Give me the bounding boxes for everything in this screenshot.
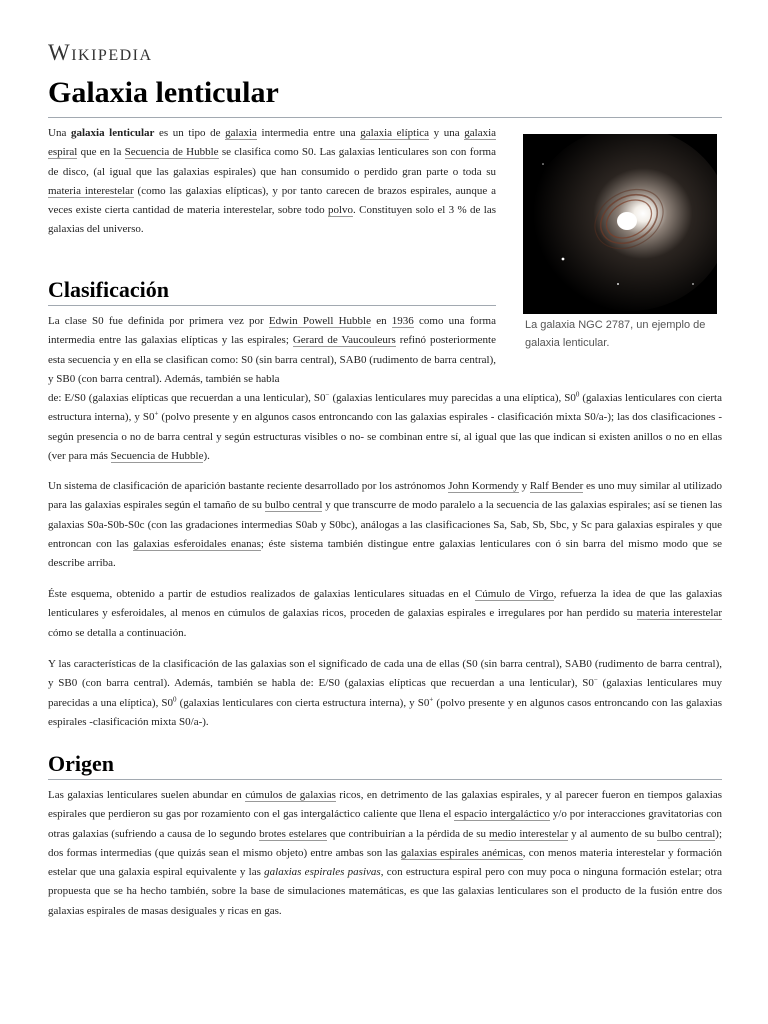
text-run: Un sistema de clasificación de aparición bastante reciente desarrollado por los astrónomos (48, 480, 449, 492)
text-run: (galaxias lenticulares muy parecidas a una elíptica), S0 (48, 677, 722, 709)
article-link[interactable]: Ralf Bender (529, 480, 584, 492)
article-link[interactable]: Edwin Powell Hubble (268, 315, 371, 327)
superscript: + (154, 409, 159, 418)
origen-paragraph-1 (48, 786, 722, 921)
text-run: y al aumento de su (568, 827, 658, 840)
article-link[interactable]: materia interestelar (636, 607, 722, 620)
section-heading-origen: Origen (48, 751, 114, 776)
text-run: es un tipo de (154, 127, 226, 139)
article-link[interactable]: bulbo central (264, 499, 323, 512)
text-run: , con estructura espiral pero con muy poca o ninguna formación estelar; otra propuesta que se ha hecho también, sobre la base de simulaciones matemáticas, es que las galaxias lenticulares son el producto de la fusión entre dos galaxias espirales de masas desiguales y ricas en gas. (48, 866, 723, 917)
text-run: (galaxias lenticulares con cierta estructura interna), y S0 (48, 392, 722, 424)
text-run: ricos, en detrimento de las galaxias espirales, y al parecer fueron en tiempos galaxias espirales que perdieron su gas por rozamiento con el gas intergaláctico caliente que llena el (48, 789, 722, 821)
text-run: , refuerza la idea de que las galaxias lenticulares y esferoidales, al menos en cúmulos de galaxias ricos, proceden de galaxias espirales e irregulares por han perdido su (48, 588, 723, 620)
clasificacion-paragraph-4 (48, 655, 722, 732)
text-run: cómo se detalla a continuación. (48, 626, 187, 639)
article-link[interactable]: galaxias espirales anémicas (400, 846, 523, 859)
text-run: de: E/S0 (galaxias elípticas que recuerdan a una lenticular), S0 (48, 392, 326, 404)
image-caption: La galaxia NGC 2787, un ejemplo de galaxia lenticular. (525, 319, 706, 349)
text-run: Una (48, 127, 71, 139)
article-link[interactable]: cúmulos de galaxias (245, 789, 336, 801)
text-run: y una (429, 127, 465, 139)
text-run: y/o por interacciones gravitatorias con otras galaxias (sufriendo a causa de lo segundo (48, 808, 723, 840)
section-rule (48, 779, 722, 780)
article-link[interactable]: galaxia espiral (48, 127, 497, 159)
superscript: 0 (173, 694, 177, 703)
section-heading-clasificacion: Clasificación (48, 277, 169, 302)
text-run: en (371, 315, 392, 327)
text-run: (galaxias lenticulares con cierta estructura interna), y S0 (176, 696, 430, 709)
text-run: La clase S0 fue definida por primera vez por (48, 315, 269, 327)
article-link[interactable]: brotes estelares (259, 827, 327, 840)
article-link[interactable]: materia interestelar (48, 184, 134, 197)
text-run: refinó posteriormente esta secuencia y en ella se clasifican como: S0 (sin barra central), SAB0 (rudimento de barra central), y SB0 (con barra central). Además, también se habla (48, 334, 496, 385)
text-run: (galaxias lenticulares muy parecidas a una elíptica), S0 (329, 392, 576, 404)
superscript: 0 (575, 390, 580, 399)
bold-term: galaxia lenticular (70, 127, 155, 139)
text-run: (como las galaxias elípticas), y por tanto carecen de brazos espirales, aunque a veces existe cierta cantidad de materia interestelar, sobre todo (48, 184, 496, 217)
article-link[interactable]: medio interestelar (488, 827, 569, 840)
article-link[interactable]: galaxias esferoidales enanas (133, 537, 261, 550)
text-run: que contribuirían a la pérdida de su (326, 827, 489, 840)
article-link[interactable]: Cúmulo de Virgo (474, 588, 554, 600)
text-run: Éste esquema, obtenido a partir de estudios realizados de galaxias lenticulares situadas en el (48, 588, 475, 600)
superscript: + (429, 694, 434, 703)
article-link[interactable]: espacio intergaláctico (454, 808, 550, 821)
text-run: como una forma intermedia entre las galaxias elípticas y las espirales; (48, 315, 496, 347)
text-run: . Constituyen solo el 3 % de las galaxias del universo. (48, 204, 496, 236)
galaxy-ngc2787-picture (523, 134, 717, 314)
title-rule (48, 117, 722, 118)
superscript: − (325, 390, 330, 399)
text-run: Las galaxias lenticulares suelen abundar en (48, 789, 246, 801)
wikipedia-wordmark[interactable]: Wikipedia (48, 40, 153, 65)
text-run: que en la (77, 146, 125, 159)
article-link[interactable]: Secuencia de Hubble (124, 146, 219, 159)
text-run: intermedia entre una (256, 127, 361, 139)
article-link[interactable]: galaxia (225, 127, 257, 139)
article-link[interactable]: Gerard de Vaucouleurs (292, 334, 396, 347)
article-link[interactable]: 1936 (391, 315, 414, 327)
text-run: ); dos formas intermedias (que quizás sean el mismo objeto) entre ambas son las (48, 827, 723, 859)
text-run: es uno muy similar al utilizado para las galaxias espirales según el tamaño de su (48, 480, 723, 512)
text-run: (polvo presente y en algunos casos entroncando con las galaxias espirales - clasificación mixta S0/a-); las dos clasificaciones -según presencia o no de barra central y según estructuras visibles o no- se combinan entre sí, al igual que las que indican si existen anillos o no en ellas (ver para más (48, 411, 722, 462)
text-run: ). (203, 449, 210, 462)
article-link[interactable]: John Kormendy (448, 480, 519, 492)
article-link[interactable]: polvo (327, 204, 353, 217)
article-link[interactable]: galaxia elíptica (360, 127, 430, 139)
clasificacion-paragraph-1a (48, 312, 496, 389)
clasificacion-paragraph-2 (48, 477, 722, 573)
text-run: , con menos materia interestelar y formación estelar que una galaxia espiral equivalente y las (48, 846, 722, 879)
article-link[interactable]: bulbo central (657, 827, 716, 840)
clasificacion-paragraph-3 (48, 585, 722, 643)
text-run: (polvo presente y en algunos casos entroncando con las galaxias espirales -clasificación mixta S0/a-). (48, 696, 722, 728)
text-run: ; éste sistema también distingue entre galaxias lenticulares con ó sin barra del mismo modo que se describe arriba. (48, 537, 722, 570)
galaxy-image[interactable] (523, 134, 717, 314)
text-run: Y las características de la clasificación de las galaxias son el significado de cada una de ellas (S0 (sin barra central), SAB0 (rudimento de barra central), y SB0 (con barra central). Además, también se habla de: E/S0 (galaxias elípticas que recuerdan a una lenticular), S0 (48, 658, 722, 690)
italic-term: galaxias espirales pasivas (264, 866, 381, 879)
superscript: − (593, 675, 598, 684)
section-rule (48, 305, 496, 306)
text-run: y que transcurre de modo paralelo a la secuencia de las galaxias espirales; así se tienen las galaxias S0a-S0b-S0c (con las gradaciones intermedias S0ab y S0bc), análogas a las clasificaciones Sa, Sab, Sb, Sbc, y Sc para galaxias espirales y que entroncan con las (48, 499, 722, 550)
clasificacion-paragraph-1b (48, 389, 722, 466)
text-run: se clasifica como S0. Las galaxias lenticulares son con forma de disco, (al igual que las galaxias espirales) que han consumido o perdido gran parte o toda su (48, 146, 496, 178)
intro-paragraph (48, 124, 496, 240)
text-run: y (518, 480, 530, 492)
article-link[interactable]: Secuencia de Hubble (110, 449, 204, 462)
page-title: Galaxia lenticular (48, 76, 279, 109)
